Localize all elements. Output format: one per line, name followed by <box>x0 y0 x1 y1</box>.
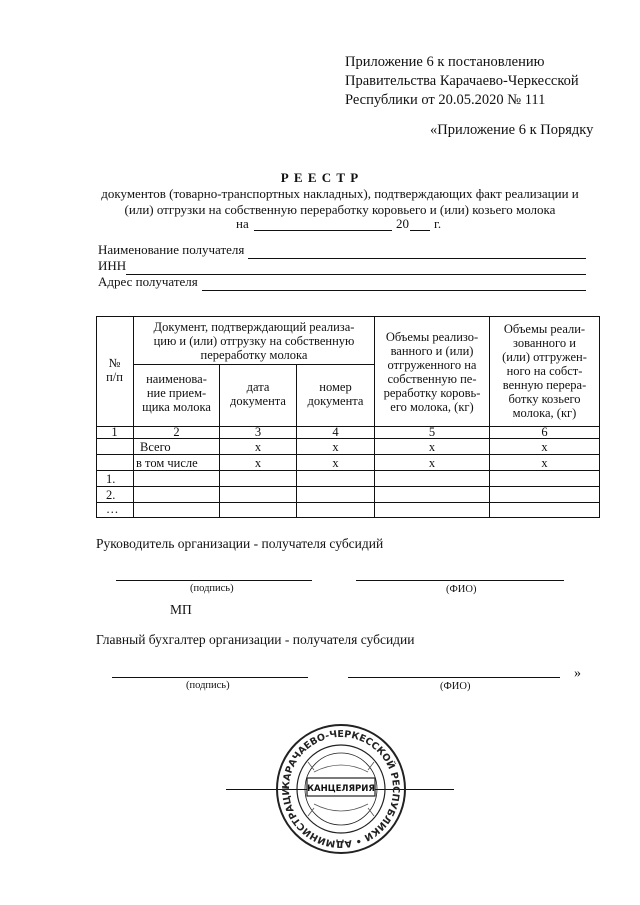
row-num: 2. <box>106 488 116 502</box>
stamp-seal-icon <box>274 722 408 856</box>
registry-table <box>96 316 600 518</box>
row-cow: x <box>428 440 436 454</box>
recipient-name-field[interactable] <box>248 258 586 259</box>
official-stamp <box>274 722 408 856</box>
header-line-4: «Приложение 6 к Порядку <box>430 122 594 138</box>
inn-label: ИНН <box>98 258 127 273</box>
header-num: № п/п <box>106 356 123 384</box>
accountant-signature-label: Главный бухгалтер организации - получателя субсидии <box>96 632 415 647</box>
date-prefix: на <box>236 216 249 231</box>
col-index: 2 <box>173 425 180 439</box>
date-field-line[interactable] <box>254 230 392 231</box>
closing-quote: » <box>574 666 581 681</box>
head-signature-caption: (подпись) <box>190 583 234 594</box>
header-line-1: Приложение 6 к постановлению <box>345 54 545 70</box>
row-date: x <box>254 456 262 470</box>
page-title: Р Е Е С Т Р <box>280 170 360 185</box>
row-goat: x <box>541 456 548 470</box>
header-goat-volume: Объемы реали- зованного и (или) отгружен- ного на собст- венную перера- ботку козьего молока, (кг) <box>502 322 587 420</box>
header-cow-volume: Объемы реализо- ванного и (или) отгруженного на собственную пе- реработку коровь- его молока, (кг) <box>383 330 481 414</box>
header-doc-date: дата документа <box>230 380 286 408</box>
head-signature-line[interactable] <box>116 580 312 581</box>
date-suffix: г. <box>434 216 442 231</box>
title-subtitle-2: (или) отгрузки на собственную переработку коровьего и (или) козьего молока <box>124 202 556 217</box>
svg-text:КАРАЧАЕВО-ЧЕРКЕССКОЙ РЕСПУБЛИК: КАРАЧАЕВО-ЧЕРКЕССКОЙ РЕСПУБЛИКИ • АДМИНИСТРАЦИ <box>280 728 402 850</box>
col-index: 4 <box>332 425 339 439</box>
stamp-center-text: КАНЦЕЛЯРИЯ <box>307 784 375 794</box>
head-fio-caption: (ФИО) <box>446 584 477 595</box>
header-recipient-name: наименова- ние прием- щика молока <box>142 372 211 414</box>
accountant-fio-caption: (ФИО) <box>440 681 471 692</box>
address-field[interactable] <box>202 290 586 291</box>
row-goat: x <box>541 440 548 454</box>
accountant-signature-caption: (подпись) <box>186 680 230 691</box>
header-line-3: Республики от 20.05.2020 № 111 <box>345 92 546 108</box>
year-field-line[interactable] <box>410 230 430 231</box>
header-doc-number: номер документа <box>307 380 364 408</box>
accountant-fio-line[interactable] <box>348 677 560 678</box>
head-fio-line[interactable] <box>356 580 564 581</box>
address-label: Адрес получателя <box>98 274 198 289</box>
row-num: 1. <box>106 472 116 486</box>
header-line-2: Правительства Карачаево-Черкесской <box>345 73 579 89</box>
header-doc-group: Документ, подтверждающий реализа- цию и (или) отгрузку на собственную переработку молока <box>153 320 355 362</box>
row-cow: x <box>428 456 436 470</box>
date-year: 20 <box>396 216 409 231</box>
row-number: x <box>332 440 339 454</box>
seal-place-label: МП <box>170 602 192 617</box>
recipient-name-label: Наименование получателя <box>98 242 245 257</box>
row-name: в том числе <box>136 456 198 470</box>
row-date: x <box>254 440 262 454</box>
accountant-signature-line[interactable] <box>112 677 308 678</box>
col-index: 5 <box>428 425 436 439</box>
row-num: … <box>106 502 119 516</box>
title-subtitle-1: документов (товарно-транспортных накладных), подтверждающих факт реализации и <box>101 186 579 201</box>
col-index: 6 <box>541 425 548 439</box>
col-index: 1 <box>111 425 118 439</box>
col-index: 3 <box>254 425 262 439</box>
row-name: Всего <box>140 440 171 454</box>
row-number: x <box>332 456 339 470</box>
head-signature-label: Руководитель организации - получателя субсидий <box>96 536 384 551</box>
